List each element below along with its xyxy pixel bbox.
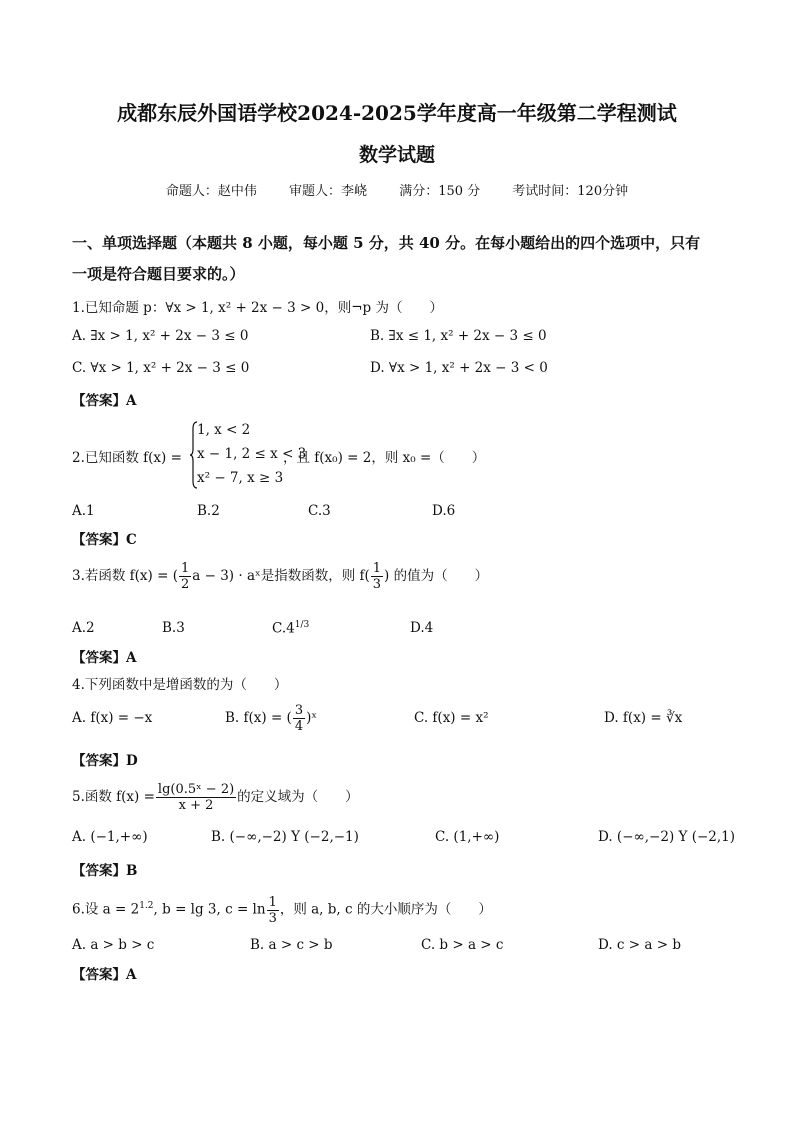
q2-case-3: x² − 7, x ≥ 3 [197, 470, 284, 486]
q4-option-b-pre: B. f(x) = ( [225, 710, 292, 726]
q6-option-a: A. a > b > c [72, 937, 155, 953]
q3-frac1-numerator: 1 [180, 561, 190, 576]
q3-frac2-numerator: 1 [372, 561, 382, 576]
question-2-stem-prefix: 2.已知函数 f(x) = [72, 450, 182, 466]
q5-stem-a: 5.函数 f(x) = [72, 789, 155, 805]
q5-option-b: B. (−∞,−2) Y (−2,−1) [211, 829, 359, 845]
exam-title: 成都东辰外国语学校2024-2025学年度高一年级第二学程测试 [117, 101, 677, 125]
section-heading: 一、单项选择题（本题共 8 小题，每小题 5 分，共 40 分。在每小题给出的四个选项中，只有 [72, 234, 701, 252]
q4-option-b [225, 700, 317, 736]
q1-option-d: D. ∀x > 1, x² + 2x − 3 < 0 [370, 360, 548, 376]
q6-stem-a: 6.设 a = 2 [72, 901, 140, 918]
q3-frac1-denominator: 2 [180, 577, 190, 592]
author-label: 命题人：赵中伟 [165, 184, 257, 199]
q4-option-b-post: )ˣ [306, 710, 318, 726]
q3-stem-c: ) 的值为（ ） [384, 568, 489, 584]
q6-denominator: 3 [268, 910, 277, 926]
q6-numerator: 1 [268, 894, 277, 910]
q6-option-c: C. b > a > c [421, 937, 504, 953]
q5-stem-b: 的定义域为（ ） [237, 789, 359, 805]
q2-case-1: 1, x < 2 [197, 422, 251, 438]
q6-exponent: 1.2 [139, 901, 154, 911]
section-heading-cont: 一项是符合题目要求的。） [72, 265, 245, 283]
q3-answer: 【答案】A [72, 650, 137, 666]
q6-answer: 【答案】A [72, 967, 137, 983]
q3-frac2-denominator: 3 [372, 577, 382, 592]
q1-answer: 【答案】A [72, 393, 137, 409]
exam-meta [0, 180, 794, 199]
reviewer-label: 审题人：李峣 [289, 184, 368, 199]
question-4-stem: 4.下列函数中是增函数的为（ ） [72, 677, 288, 693]
q3-option-d: D.4 [410, 620, 434, 636]
q4-option-b-numerator: 3 [294, 703, 304, 718]
q1-option-c: C. ∀x > 1, x² + 2x − 3 ≤ 0 [72, 360, 250, 376]
q3-option-b: B.3 [162, 620, 185, 636]
q1-option-a: A. ∃x > 1, x² + 2x − 3 ≤ 0 [72, 328, 249, 344]
q4-option-a: A. f(x) = −x [72, 710, 153, 726]
q3-fraction-third [371, 561, 383, 592]
q6-stem-c: ，则 a, b, c 的大小顺序为（ ） [279, 901, 492, 918]
q4-option-b-fraction [293, 703, 305, 734]
q2-option-a: A.1 [72, 503, 95, 519]
question-6-stem [72, 887, 492, 929]
question-5-stem [72, 778, 359, 816]
q6-stem-b: , b = lg 3, c = ln [153, 901, 266, 918]
q3-option-c [272, 620, 309, 637]
q5-option-a: A. (−1,+∞) [72, 829, 148, 845]
q4-option-c: C. f(x) = x² [414, 710, 489, 726]
q2-option-b: B.2 [197, 503, 220, 519]
q3-option-c-exponent: 1/3 [294, 620, 310, 630]
q4-option-d: D. f(x) = ∛x [604, 710, 683, 726]
exam-time-label: 考试时间：120分钟 [512, 184, 629, 199]
q5-option-d: D. (−∞,−2) Y (−2,1) [598, 829, 736, 845]
q3-fraction-half [179, 561, 191, 592]
q6-fraction [267, 895, 279, 926]
q3-option-c-base: C.4 [272, 620, 295, 637]
q4-option-b-denominator: 4 [294, 719, 304, 734]
q6-option-b: B. a > c > b [250, 937, 333, 953]
q5-fraction [156, 782, 236, 813]
q1-option-b: B. ∃x ≤ 1, x² + 2x − 3 ≤ 0 [370, 328, 547, 344]
q3-option-a: A.2 [72, 620, 95, 636]
q2-case-2: x − 1, 2 ≤ x < 3 [197, 446, 307, 462]
q6-option-d: D. c > a > b [598, 937, 681, 953]
q4-answer: 【答案】D [72, 753, 138, 769]
q5-denominator: x + 2 [178, 798, 214, 813]
question-3-stem [72, 558, 488, 594]
q2-answer: 【答案】C [72, 532, 137, 548]
q5-option-c: C. (1,+∞) [435, 829, 500, 845]
full-score-label: 满分：150 分 [399, 184, 481, 199]
exam-subtitle: 数学试题 [358, 144, 435, 166]
q2-option-d: D.6 [432, 503, 456, 519]
q3-stem-b: a − 3) · aˣ是指数函数，则 f( [192, 568, 370, 584]
q5-numerator: lg(0.5ˣ − 2) [157, 782, 235, 797]
q3-stem-a: 3.若函数 f(x) = ( [72, 568, 178, 584]
question-1-stem: 1.已知命题 p：∀x > 1, x² + 2x − 3 > 0，则¬p 为（ ） [72, 300, 443, 316]
question-2-stem-suffix: ，且 f(x₀) = 2，则 x₀ =（ ） [283, 450, 486, 466]
q2-option-c: C.3 [308, 503, 331, 519]
q5-answer: 【答案】B [72, 863, 138, 879]
